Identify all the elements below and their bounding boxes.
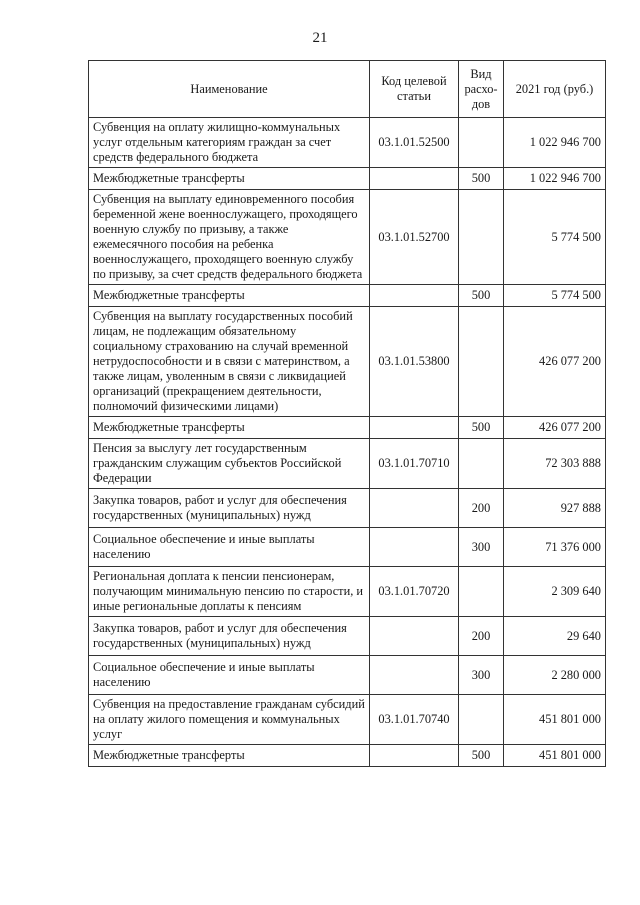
row-name: Региональная доплата к пенсии пенсионерам, получающим минимальную пенсию по старости, и иные региональные доплаты к пенсиям (89, 567, 370, 617)
row-code (370, 656, 459, 695)
row-type (459, 307, 504, 417)
row-amount: 1 022 946 700 (504, 118, 606, 168)
row-name: Пенсия за выслугу лет государственным гражданским служащим субъектов Российской Федерации (89, 439, 370, 489)
table-row (89, 528, 606, 567)
header-type: Вид расхо-дов (459, 61, 504, 118)
row-name: Межбюджетные трансферты (89, 417, 370, 439)
row-name: Субвенция на выплату единовременного пособия беременной жене военнослужащего, проходящего военную службу по призыву, а также ежемесячного пособия на ребенка военнослужащего, проходящего военную службу по призыву, за счет средств федерального бюджета (89, 190, 370, 285)
row-code (370, 617, 459, 656)
row-name: Социальное обеспечение и иные выплаты населению (89, 528, 370, 567)
row-amount: 927 888 (504, 489, 606, 528)
table-row (89, 617, 606, 656)
row-code (370, 285, 459, 307)
row-type: 200 (459, 489, 504, 528)
row-name: Межбюджетные трансферты (89, 168, 370, 190)
row-amount: 426 077 200 (504, 307, 606, 417)
row-code: 03.1.01.52500 (370, 118, 459, 168)
row-name: Закупка товаров, работ и услуг для обеспечения государственных (муниципальных) нужд (89, 617, 370, 656)
row-type: 500 (459, 417, 504, 439)
table-row (89, 567, 606, 617)
row-amount: 451 801 000 (504, 695, 606, 745)
header-name: Наименование (89, 61, 370, 118)
row-name: Субвенция на оплату жилищно-коммунальных услуг отдельным категориям граждан за счет средств федерального бюджета (89, 118, 370, 168)
row-code (370, 417, 459, 439)
row-amount: 426 077 200 (504, 417, 606, 439)
row-type: 500 (459, 285, 504, 307)
table-row (89, 168, 606, 190)
row-amount: 5 774 500 (504, 285, 606, 307)
header-code: Код целевой статьи (370, 61, 459, 118)
table-row (89, 489, 606, 528)
row-name: Субвенция на предоставление гражданам субсидий на оплату жилого помещения и коммунальных услуг (89, 695, 370, 745)
table-row (89, 439, 606, 489)
row-amount: 2 309 640 (504, 567, 606, 617)
table-row (89, 745, 606, 767)
row-name: Социальное обеспечение и иные выплаты населению (89, 656, 370, 695)
row-amount: 72 303 888 (504, 439, 606, 489)
row-type: 300 (459, 528, 504, 567)
row-type (459, 118, 504, 168)
table-row (89, 190, 606, 285)
row-type: 500 (459, 168, 504, 190)
row-code: 03.1.01.70740 (370, 695, 459, 745)
row-code (370, 745, 459, 767)
row-code: 03.1.01.53800 (370, 307, 459, 417)
row-type (459, 439, 504, 489)
row-name: Субвенция на выплату государственных пособий лицам, не подлежащим обязательному социальному страхованию на случай временной нетрудоспособности и в связи с материнством, а также лицам, уволенным в связи с ликвидацией организаций (прекращением деятельности, полномочий физическими лицами) (89, 307, 370, 417)
row-code: 03.1.01.70720 (370, 567, 459, 617)
row-type: 300 (459, 656, 504, 695)
row-amount: 29 640 (504, 617, 606, 656)
row-name: Межбюджетные трансферты (89, 285, 370, 307)
row-name: Межбюджетные трансферты (89, 745, 370, 767)
row-code (370, 489, 459, 528)
row-amount: 71 376 000 (504, 528, 606, 567)
row-name: Закупка товаров, работ и услуг для обеспечения государственных (муниципальных) нужд (89, 489, 370, 528)
row-type (459, 567, 504, 617)
page-number: 21 (312, 30, 328, 46)
row-code: 03.1.01.52700 (370, 190, 459, 285)
row-type (459, 190, 504, 285)
row-amount: 5 774 500 (504, 190, 606, 285)
row-type: 200 (459, 617, 504, 656)
table-header-row (89, 61, 606, 118)
row-code (370, 528, 459, 567)
row-type: 500 (459, 745, 504, 767)
header-amount: 2021 год (руб.) (504, 61, 606, 118)
row-type (459, 695, 504, 745)
row-amount: 451 801 000 (504, 745, 606, 767)
table-row (89, 118, 606, 168)
table-row (89, 695, 606, 745)
table-row (89, 285, 606, 307)
row-code: 03.1.01.70710 (370, 439, 459, 489)
table-row (89, 417, 606, 439)
row-amount: 2 280 000 (504, 656, 606, 695)
row-code (370, 168, 459, 190)
table-row (89, 307, 606, 417)
row-amount: 1 022 946 700 (504, 168, 606, 190)
table-row (89, 656, 606, 695)
budget-table (88, 60, 606, 767)
